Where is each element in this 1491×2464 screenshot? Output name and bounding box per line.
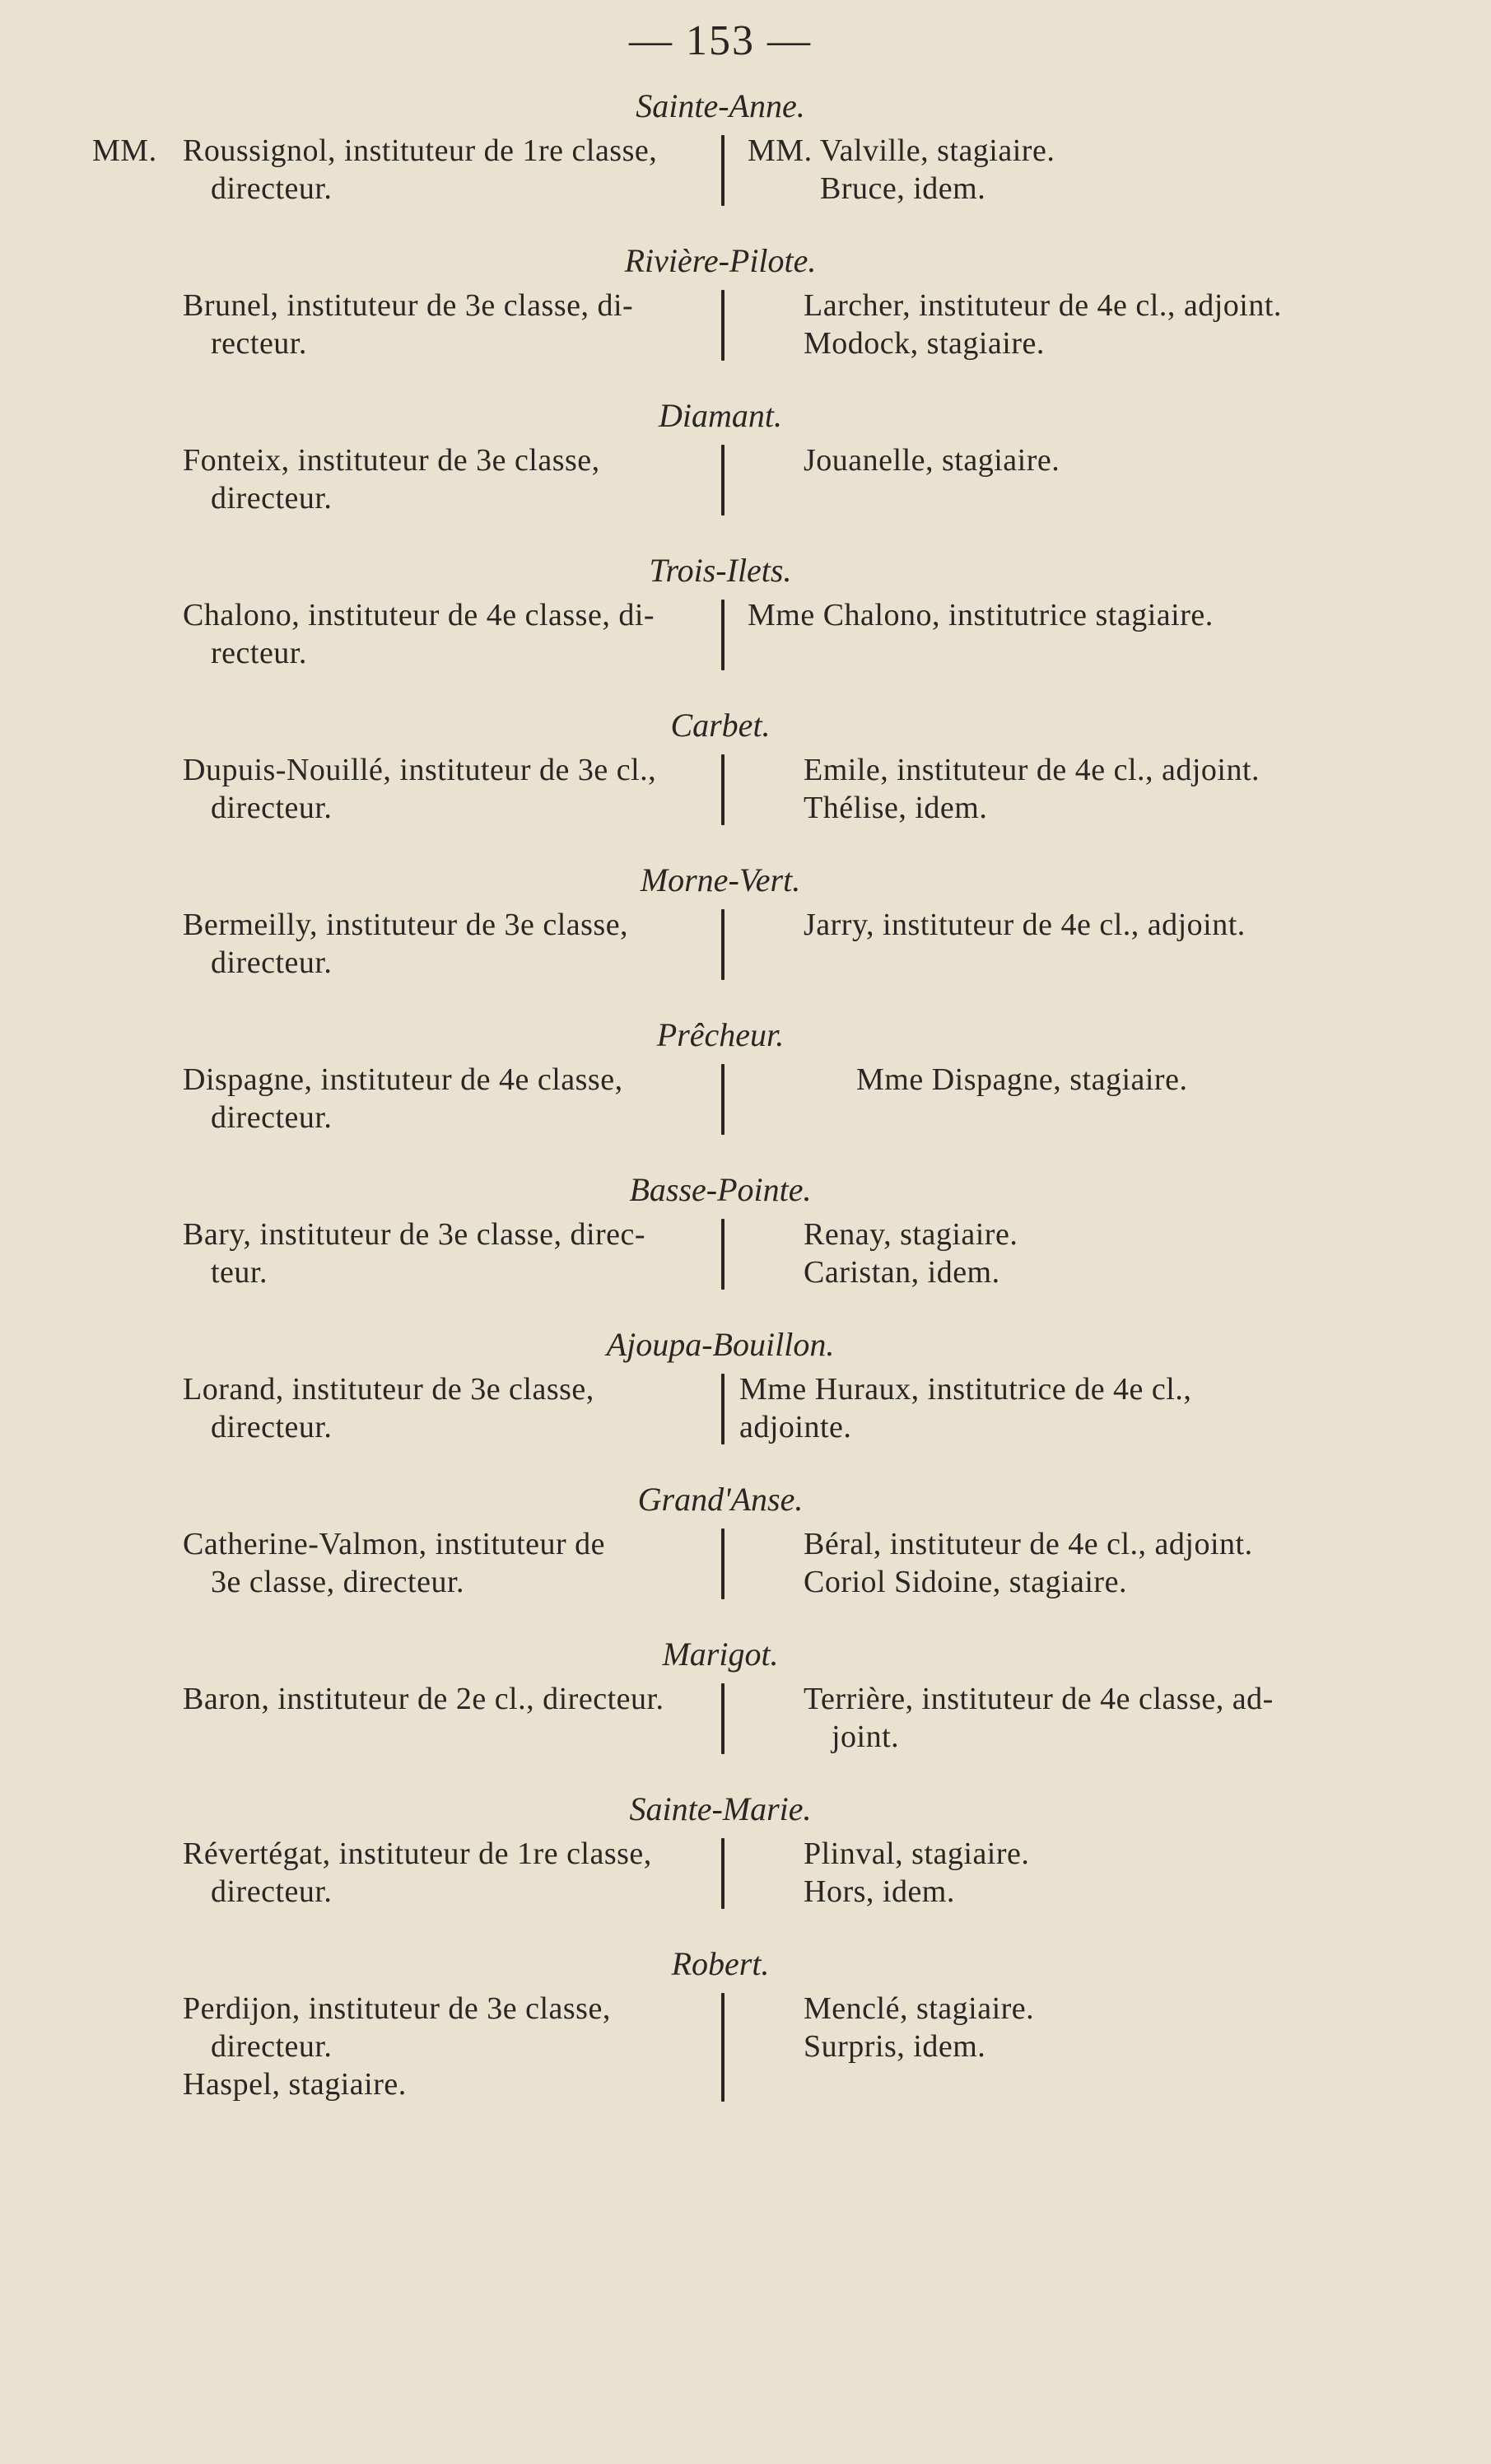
right-line: Mme Huraux, institutrice de 4e cl., adjointe.: [739, 1372, 1192, 1444]
left-line: Lorand, instituteur de 3e classe,: [183, 1372, 594, 1407]
section-body: [0, 132, 1491, 208]
section-precheur: [0, 1016, 1491, 1136]
left-column: [183, 441, 721, 517]
right-column: [725, 132, 1307, 208]
left-line: directeur.: [211, 1100, 333, 1135]
left-column: [183, 132, 721, 208]
section-ajoupa-bouillon: [0, 1326, 1491, 1446]
section-carbet: [0, 707, 1491, 827]
section-heading: Ajoupa-Bouillon.: [606, 1326, 835, 1363]
left-line: directeur.: [211, 171, 333, 206]
right-prefix: MM.: [748, 133, 813, 168]
section-body: [0, 1216, 1491, 1291]
section-heading: Marigot.: [662, 1636, 779, 1673]
section-heading: Sainte-Marie.: [629, 1790, 812, 1827]
left-line: directeur.: [211, 1874, 333, 1909]
right-line: Mme Dispagne, stagiaire.: [856, 1062, 1188, 1097]
left-line: 3e classe, directeur.: [211, 1565, 465, 1599]
section-grand-anse: [0, 1481, 1491, 1601]
left-line: Bermeilly, instituteur de 3e classe,: [183, 908, 629, 942]
right-column: [725, 1216, 1363, 1291]
section-heading: Sainte-Anne.: [636, 87, 805, 124]
left-line: Perdijon, instituteur de 3e classe,: [183, 1991, 611, 2026]
left-column: [183, 1216, 721, 1291]
left-line: Roussignol, instituteur de 1re classe,: [183, 133, 658, 168]
left-line: directeur.: [211, 2029, 333, 2064]
left-line: directeur.: [211, 481, 333, 516]
right-line: Mme Chalono, institutrice stagiaire.: [748, 598, 1214, 632]
left-line: Dupuis-Nouillé, instituteur de 3e cl.,: [183, 753, 657, 787]
left-column: [183, 287, 721, 362]
section-riviere-pilote: [0, 242, 1491, 362]
right-column: [725, 441, 1363, 517]
section-body: [0, 287, 1491, 362]
section-body: [0, 596, 1491, 672]
left-line: teur.: [211, 1255, 268, 1290]
section-body: [0, 1680, 1491, 1756]
left-column: [183, 1835, 721, 1911]
left-line: directeur.: [211, 1410, 333, 1444]
left-prefix: MM.: [92, 133, 157, 168]
section-body: [0, 751, 1491, 827]
right-column: [725, 906, 1363, 982]
section-sainte-anne: [0, 87, 1491, 208]
section-robert: [0, 1945, 1491, 2103]
left-line: Dispagne, instituteur de 4e classe,: [183, 1062, 623, 1097]
left-line: Haspel, stagiaire.: [183, 2067, 407, 2102]
right-line: Thélise, idem.: [804, 791, 988, 825]
right-column: [725, 751, 1363, 827]
section-body: [0, 906, 1491, 982]
right-line: [748, 132, 1307, 170]
left-line: Baron, instituteur de 2e cl., directeur.: [183, 1682, 664, 1716]
left-column: [183, 751, 721, 827]
right-line: Modock, stagiaire.: [804, 326, 1045, 361]
right-line: Terrière, instituteur de 4e classe, ad-: [804, 1682, 1274, 1716]
section-body: [0, 1835, 1491, 1911]
right-line: Menclé, stagiaire.: [804, 1991, 1035, 2026]
left-column: [183, 1990, 721, 2103]
right-line: Jouanelle, stagiaire.: [804, 443, 1060, 478]
section-heading: Trois-Ilets.: [649, 552, 792, 589]
left-line: Révertégat, instituteur de 1re classe,: [183, 1836, 652, 1871]
section-marigot: [0, 1636, 1491, 1756]
right-column: [725, 1680, 1363, 1756]
right-line: Larcher, instituteur de 4e cl., adjoint.: [804, 288, 1282, 323]
section-body: [0, 1990, 1491, 2103]
section-heading: Rivière-Pilote.: [624, 242, 817, 279]
left-line: directeur.: [211, 945, 333, 980]
right-column: [725, 596, 1307, 672]
section-basse-pointe: [0, 1171, 1491, 1291]
left-column: [183, 906, 721, 982]
right-line: Jarry, instituteur de 4e cl., adjoint.: [804, 908, 1246, 942]
left-column: [183, 596, 721, 672]
right-line: Surpris, idem.: [804, 2029, 986, 2064]
section-body: [0, 441, 1491, 517]
left-column: [183, 1525, 721, 1601]
right-column: [725, 1061, 1416, 1136]
section-heading: Basse-Pointe.: [629, 1171, 812, 1208]
right-column: [725, 1370, 1299, 1446]
section-heading: Prêcheur.: [656, 1016, 785, 1053]
right-line: Renay, stagiaire.: [804, 1217, 1018, 1252]
right-line: Caristan, idem.: [804, 1255, 1000, 1290]
section-body: [0, 1061, 1491, 1136]
right-entry: Valville, stagiaire.: [819, 133, 1055, 168]
section-heading: Robert.: [671, 1945, 770, 1982]
right-line: joint.: [832, 1720, 900, 1754]
section-sainte-marie: [0, 1790, 1491, 1911]
right-line: Bruce, idem.: [820, 171, 986, 206]
section-diamant: [0, 397, 1491, 517]
left-line: recteur.: [211, 636, 307, 670]
left-column: [183, 1370, 721, 1446]
right-line: Coriol Sidoine, stagiaire.: [804, 1565, 1127, 1599]
right-line: Hors, idem.: [804, 1874, 955, 1909]
section-heading: Diamant.: [659, 397, 782, 434]
section-heading: Morne-Vert.: [640, 861, 801, 898]
right-column: [725, 1990, 1363, 2103]
right-column: [725, 1525, 1363, 1601]
section-heading: Grand'Anse.: [637, 1481, 804, 1518]
right-line: Béral, instituteur de 4e cl., adjoint.: [804, 1527, 1253, 1561]
section-trois-ilets: [0, 552, 1491, 672]
right-column: [725, 287, 1363, 362]
left-line: Fonteix, instituteur de 3e classe,: [183, 443, 600, 478]
left-line: Brunel, instituteur de 3e classe, di-: [183, 288, 634, 323]
section-body: [0, 1525, 1491, 1601]
left-column: [183, 1680, 721, 1756]
staff-list: [0, 87, 1491, 2138]
left-line: directeur.: [211, 791, 333, 825]
left-line: recteur.: [211, 326, 307, 361]
section-heading: Carbet.: [670, 707, 771, 744]
right-column: [725, 1835, 1363, 1911]
left-column: [183, 1061, 721, 1136]
left-line: Bary, instituteur de 3e classe, direc-: [183, 1217, 646, 1252]
right-line: Plinval, stagiaire.: [804, 1836, 1030, 1871]
section-body: [0, 1370, 1491, 1446]
section-morne-vert: [0, 861, 1491, 982]
left-line: Chalono, instituteur de 4e classe, di-: [183, 598, 655, 632]
left-line: Catherine-Valmon, instituteur de: [183, 1527, 606, 1561]
page-number: — 153 —: [629, 17, 812, 64]
right-line: Emile, instituteur de 4e cl., adjoint.: [804, 753, 1260, 787]
